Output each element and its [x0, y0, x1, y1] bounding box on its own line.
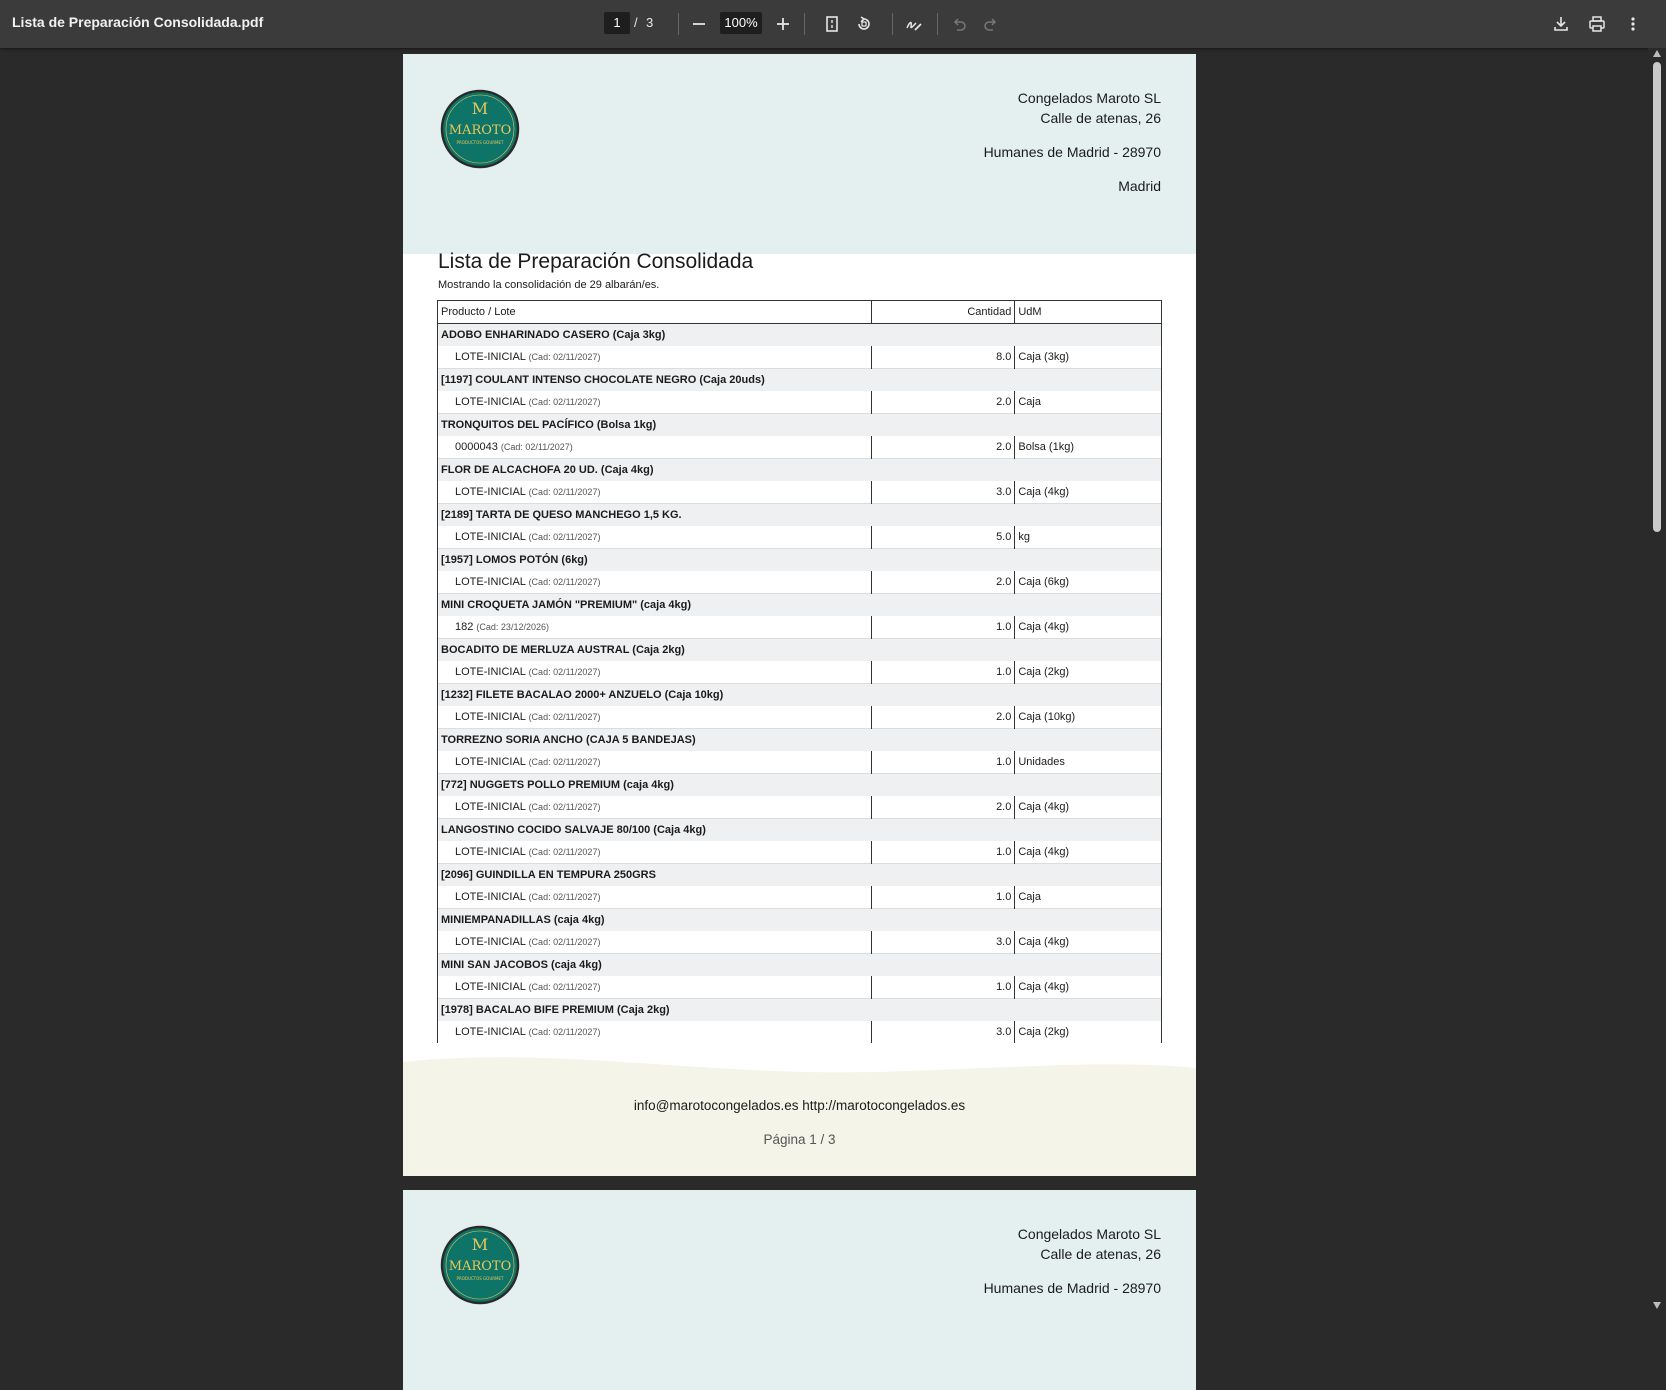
- product-qty-empty: [871, 369, 1015, 392]
- minus-icon: [690, 15, 708, 33]
- lot-expiry: (Cad: 02/11/2027): [500, 442, 573, 452]
- lot-cell: [438, 391, 872, 414]
- product-row: [438, 774, 1162, 797]
- lot-code: LOTE-INICIAL: [455, 531, 526, 543]
- document-subtitle: Mostrando la consolidación de 29 albarán/es.: [438, 279, 660, 291]
- lot-row: [438, 706, 1162, 729]
- fit-page-icon: [823, 15, 841, 33]
- product-udm-empty: [1015, 864, 1162, 887]
- lot-code: LOTE-INICIAL: [455, 891, 526, 903]
- lot-code: 182: [455, 621, 474, 633]
- product-qty-empty: [871, 684, 1015, 707]
- product-udm-empty: [1015, 504, 1162, 527]
- product-name: [772] NUGGETS POLLO PREMIUM (caja 4kg): [438, 774, 872, 797]
- company-street: Calle de atenas, 26: [1040, 110, 1161, 126]
- column-header-qty: Cantidad: [871, 301, 1015, 324]
- lot-quantity: 2.0: [871, 796, 1015, 819]
- lot-code: LOTE-INICIAL: [455, 711, 526, 723]
- page-total: 3: [646, 15, 654, 30]
- product-row: [438, 639, 1162, 662]
- lot-expiry: (Cad: 02/11/2027): [528, 1027, 601, 1037]
- picking-table: [437, 300, 1162, 1043]
- lot-quantity: 1.0: [871, 976, 1015, 999]
- toolbar-divider: [678, 13, 679, 35]
- company-address: [984, 88, 1161, 196]
- table-header: [438, 301, 1162, 324]
- lot-row: [438, 481, 1162, 504]
- redo-button[interactable]: [976, 9, 1006, 39]
- lot-quantity: 1.0: [871, 751, 1015, 774]
- product-name: [1197] COULANT INTENSO CHOCOLATE NEGRO (Caja 20uds): [438, 369, 872, 392]
- lot-code: LOTE-INICIAL: [455, 396, 526, 408]
- lot-cell: [438, 481, 872, 504]
- footer-contact: info@marotocongelados.es http://marotocongelados.es: [633, 1098, 966, 1113]
- scroll-up-arrow-icon[interactable]: [1653, 50, 1661, 57]
- lot-udm: Caja (4kg): [1015, 931, 1162, 954]
- column-header-product: Producto / Lote: [438, 301, 872, 324]
- lot-quantity: 2.0: [871, 391, 1015, 414]
- table-body: [438, 324, 1162, 1044]
- lot-expiry: (Cad: 02/11/2027): [528, 937, 601, 947]
- product-qty-empty: [871, 954, 1015, 977]
- toolbar-divider: [804, 13, 805, 35]
- lot-row: [438, 931, 1162, 954]
- svg-text:M: M: [471, 1235, 489, 1254]
- product-udm-empty: [1015, 909, 1162, 932]
- company-street: Calle de atenas, 26: [1040, 1246, 1161, 1262]
- print-button[interactable]: [1582, 9, 1612, 39]
- lot-row: [438, 526, 1162, 549]
- toolbar-divider: [892, 13, 893, 35]
- lot-udm: Caja (6kg): [1015, 571, 1162, 594]
- product-qty-empty: [871, 774, 1015, 797]
- redo-icon: [982, 15, 1000, 33]
- lot-code: LOTE-INICIAL: [455, 666, 526, 678]
- lot-row: [438, 976, 1162, 999]
- print-icon: [1588, 15, 1606, 33]
- lot-cell: [438, 706, 872, 729]
- product-qty-empty: [871, 909, 1015, 932]
- lot-udm: Bolsa (1kg): [1015, 436, 1162, 459]
- lot-quantity: 5.0: [871, 526, 1015, 549]
- product-udm-empty: [1015, 459, 1162, 482]
- product-name: FLOR DE ALCACHOFA 20 UD. (Caja 4kg): [438, 459, 872, 482]
- svg-text:MAROTO: MAROTO: [448, 123, 512, 138]
- product-name: LANGOSTINO COCIDO SALVAJE 80/100 (Caja 4kg): [438, 819, 872, 842]
- product-qty-empty: [871, 549, 1015, 572]
- product-udm-empty: [1015, 774, 1162, 797]
- lot-row: [438, 436, 1162, 459]
- scroll-down-arrow-icon[interactable]: [1653, 1302, 1661, 1309]
- fit-page-button[interactable]: [817, 9, 847, 39]
- footer-page-number: Página 1 / 3: [763, 1132, 836, 1147]
- product-row: [438, 909, 1162, 932]
- lot-expiry: (Cad: 02/11/2027): [528, 802, 601, 812]
- product-udm-empty: [1015, 684, 1162, 707]
- lot-expiry: (Cad: 02/11/2027): [528, 532, 601, 542]
- plus-icon: [774, 15, 792, 33]
- product-row: [438, 864, 1162, 887]
- maroto-logo: [440, 1225, 520, 1305]
- lot-udm: Caja (4kg): [1015, 796, 1162, 819]
- lot-code: 0000043: [455, 441, 498, 453]
- more-options-button[interactable]: [1618, 9, 1648, 39]
- pdf-toolbar: [0, 0, 1666, 48]
- vertical-scrollbar[interactable]: [1648, 48, 1666, 1313]
- download-icon: [1552, 15, 1570, 33]
- product-qty-empty: [871, 639, 1015, 662]
- product-row: [438, 954, 1162, 977]
- lot-quantity: 2.0: [871, 436, 1015, 459]
- product-udm-empty: [1015, 819, 1162, 842]
- pdf-page-2: [403, 1190, 1196, 1390]
- product-row: [438, 504, 1162, 527]
- lot-cell: [438, 436, 872, 459]
- lot-cell: [438, 976, 872, 999]
- lot-row: [438, 841, 1162, 864]
- lot-expiry: (Cad: 02/11/2027): [528, 847, 601, 857]
- lot-quantity: 2.0: [871, 706, 1015, 729]
- lot-udm: Caja (4kg): [1015, 481, 1162, 504]
- rotate-button[interactable]: [849, 9, 879, 39]
- lot-code: LOTE-INICIAL: [455, 576, 526, 588]
- zoom-input[interactable]: 100%: [720, 12, 762, 34]
- lot-cell: [438, 796, 872, 819]
- document-heading: Lista de Preparación Consolidada: [438, 250, 754, 273]
- lot-expiry: (Cad: 02/11/2027): [528, 667, 601, 677]
- product-qty-empty: [871, 999, 1015, 1022]
- maroto-logo: [440, 89, 520, 169]
- product-row: [438, 594, 1162, 617]
- lot-udm: Caja (10kg): [1015, 706, 1162, 729]
- lot-row: [438, 391, 1162, 414]
- lot-udm: Unidades: [1015, 751, 1162, 774]
- lot-quantity: 1.0: [871, 616, 1015, 639]
- lot-expiry: (Cad: 02/11/2027): [528, 757, 601, 767]
- product-name: [1957] LOMOS POTÓN (6kg): [438, 549, 872, 572]
- lot-udm: kg: [1015, 526, 1162, 549]
- product-qty-empty: [871, 819, 1015, 842]
- lot-udm: Caja (3kg): [1015, 346, 1162, 369]
- lot-cell: [438, 616, 872, 639]
- lot-code: LOTE-INICIAL: [455, 981, 526, 993]
- lot-code: LOTE-INICIAL: [455, 936, 526, 948]
- product-name: [1232] FILETE BACALAO 2000+ ANZUELO (Caja 10kg): [438, 684, 872, 707]
- annotate-button[interactable]: [899, 9, 929, 39]
- product-qty-empty: [871, 459, 1015, 482]
- zoom-in-button[interactable]: [768, 9, 798, 39]
- lot-code: LOTE-INICIAL: [455, 846, 526, 858]
- lot-expiry: (Cad: 02/11/2027): [528, 712, 601, 722]
- lot-cell: [438, 346, 872, 369]
- column-header-udm: UdM: [1015, 301, 1162, 324]
- product-row: [438, 729, 1162, 752]
- lot-cell: [438, 751, 872, 774]
- company-name: Congelados Maroto SL: [1017, 90, 1161, 106]
- product-udm-empty: [1015, 729, 1162, 752]
- product-row: [438, 549, 1162, 572]
- undo-button[interactable]: [944, 9, 974, 39]
- lot-cell: [438, 886, 872, 909]
- lot-row: [438, 346, 1162, 369]
- lot-code: LOTE-INICIAL: [455, 486, 526, 498]
- lot-row: [438, 886, 1162, 909]
- lot-quantity: 3.0: [871, 931, 1015, 954]
- product-udm-empty: [1015, 639, 1162, 662]
- lot-udm: Caja (4kg): [1015, 841, 1162, 864]
- lot-quantity: 1.0: [871, 661, 1015, 684]
- product-name: [1978] BACALAO BIFE PREMIUM (Caja 2kg): [438, 999, 872, 1022]
- lot-expiry: (Cad: 23/12/2026): [476, 622, 549, 632]
- lot-udm: Caja: [1015, 886, 1162, 909]
- zoom-out-button[interactable]: [684, 9, 714, 39]
- product-name: BOCADITO DE MERLUZA AUSTRAL (Caja 2kg): [438, 639, 872, 662]
- lot-udm: Caja (2kg): [1015, 1021, 1162, 1043]
- product-udm-empty: [1015, 324, 1162, 347]
- product-udm-empty: [1015, 549, 1162, 572]
- product-row: [438, 999, 1162, 1022]
- lot-udm: Caja (2kg): [1015, 661, 1162, 684]
- product-qty-empty: [871, 864, 1015, 887]
- lot-row: [438, 1021, 1162, 1043]
- page-separator: /: [634, 15, 638, 30]
- product-name: MINI SAN JACOBOS (caja 4kg): [438, 954, 872, 977]
- product-udm-empty: [1015, 954, 1162, 977]
- lot-row: [438, 796, 1162, 819]
- product-qty-empty: [871, 324, 1015, 347]
- lot-quantity: 1.0: [871, 841, 1015, 864]
- svg-text:MAROTO: MAROTO: [448, 1259, 512, 1274]
- svg-text:M: M: [471, 99, 489, 118]
- lot-expiry: (Cad: 02/11/2027): [528, 397, 601, 407]
- lot-quantity: 1.0: [871, 886, 1015, 909]
- lot-code: LOTE-INICIAL: [455, 801, 526, 813]
- page-number-input[interactable]: 1: [604, 12, 630, 34]
- lot-expiry: (Cad: 02/11/2027): [528, 487, 601, 497]
- lot-cell: [438, 571, 872, 594]
- lot-udm: Caja (4kg): [1015, 976, 1162, 999]
- lot-quantity: 3.0: [871, 481, 1015, 504]
- lot-row: [438, 751, 1162, 774]
- lot-udm: Caja (4kg): [1015, 616, 1162, 639]
- product-row: [438, 414, 1162, 437]
- undo-icon: [950, 15, 968, 33]
- lot-code: LOTE-INICIAL: [455, 351, 526, 363]
- product-qty-empty: [871, 414, 1015, 437]
- company-city: Humanes de Madrid - 28970: [983, 144, 1161, 160]
- toolbar-divider: [937, 13, 938, 35]
- product-qty-empty: [871, 729, 1015, 752]
- lot-cell: [438, 931, 872, 954]
- lot-quantity: 2.0: [871, 571, 1015, 594]
- product-name: [2189] TARTA DE QUESO MANCHEGO 1,5 KG.: [438, 504, 872, 527]
- lot-quantity: 8.0: [871, 346, 1015, 369]
- product-udm-empty: [1015, 594, 1162, 617]
- scrollbar-thumb[interactable]: [1653, 62, 1661, 532]
- company-name: Congelados Maroto SL: [1017, 1226, 1161, 1242]
- lot-expiry: (Cad: 02/11/2027): [528, 577, 601, 587]
- product-udm-empty: [1015, 999, 1162, 1022]
- product-qty-empty: [871, 504, 1015, 527]
- product-name: TRONQUITOS DEL PACÍFICO (Bolsa 1kg): [438, 414, 872, 437]
- draw-icon: [905, 15, 923, 33]
- company-region: Madrid: [1118, 178, 1161, 194]
- lot-row: [438, 571, 1162, 594]
- lot-code: LOTE-INICIAL: [455, 1026, 526, 1038]
- svg-text:PRODUCTOS GOURMET: PRODUCTOS GOURMET: [456, 140, 504, 145]
- product-row: [438, 819, 1162, 842]
- company-address: [984, 1224, 1161, 1298]
- product-qty-empty: [871, 594, 1015, 617]
- product-row: [438, 324, 1162, 347]
- pdf-page-1: [403, 54, 1196, 1176]
- product-row: [438, 369, 1162, 392]
- lot-cell: [438, 661, 872, 684]
- lot-cell: [438, 841, 872, 864]
- download-button[interactable]: [1546, 9, 1576, 39]
- product-row: [438, 684, 1162, 707]
- lot-expiry: (Cad: 02/11/2027): [528, 982, 601, 992]
- product-udm-empty: [1015, 414, 1162, 437]
- document-title: Lista de Preparación Consolidada.pdf: [12, 14, 264, 30]
- rotate-icon: [855, 15, 873, 33]
- more-vert-icon: [1624, 15, 1642, 33]
- product-name: ADOBO ENHARINADO CASERO (Caja 3kg): [438, 324, 872, 347]
- product-name: [2096] GUINDILLA EN TEMPURA 250GRS: [438, 864, 872, 887]
- svg-text:PRODUCTOS GOURMET: PRODUCTOS GOURMET: [456, 1276, 504, 1281]
- lot-cell: [438, 526, 872, 549]
- product-name: MINIEMPANADILLAS (caja 4kg): [438, 909, 872, 932]
- product-udm-empty: [1015, 369, 1162, 392]
- lot-code: LOTE-INICIAL: [455, 756, 526, 768]
- lot-row: [438, 616, 1162, 639]
- company-city: Humanes de Madrid - 28970: [983, 1280, 1161, 1296]
- product-name: TORREZNO SORIA ANCHO (CAJA 5 BANDEJAS): [438, 729, 872, 752]
- lot-cell: [438, 1021, 872, 1043]
- lot-expiry: (Cad: 02/11/2027): [528, 352, 601, 362]
- product-row: [438, 459, 1162, 482]
- lot-row: [438, 661, 1162, 684]
- lot-udm: Caja: [1015, 391, 1162, 414]
- product-name: MINI CROQUETA JAMÓN "PREMIUM" (caja 4kg): [438, 594, 872, 617]
- lot-quantity: 3.0: [871, 1021, 1015, 1043]
- lot-expiry: (Cad: 02/11/2027): [528, 892, 601, 902]
